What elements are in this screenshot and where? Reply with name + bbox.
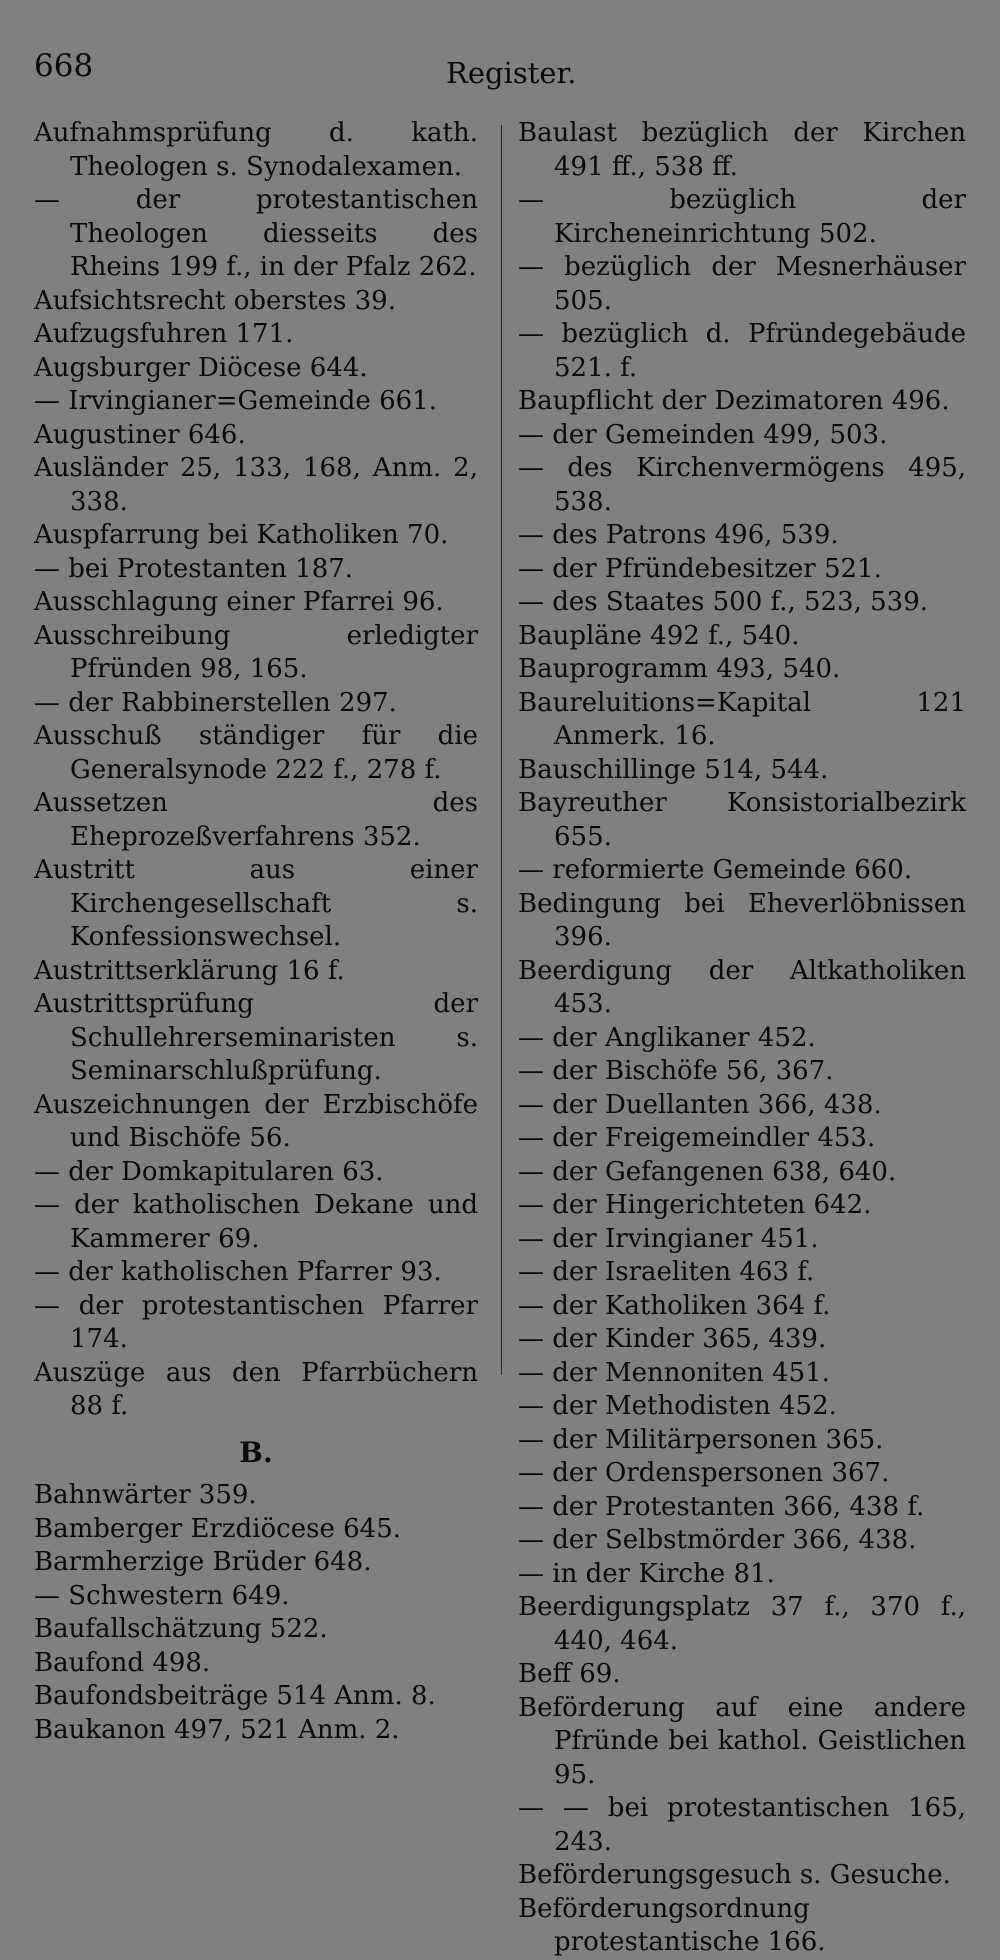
index-entry: — der Methodisten 452. xyxy=(518,1391,837,1421)
index-entry: — Irvingianer=Gemeinde 661. xyxy=(34,386,437,416)
index-entry: Beerdigung der Altkatholiken 453. xyxy=(518,955,966,1019)
index-entry: — der Israeliten 463 f. xyxy=(518,1257,815,1287)
left-column xyxy=(34,117,478,1747)
index-entry: Ausschreibung erledigter Pfründen 98, 165. xyxy=(34,620,478,684)
index-entry: — der Domkapitularen 63. xyxy=(34,1156,384,1187)
index-entry: — der Protestanten 366, 438 f. xyxy=(518,1491,925,1522)
index-entry: Baukanon 497, 521 Anm. 2. xyxy=(34,1714,400,1745)
index-entry: — bezüglich der Mesnerhäuser 505. xyxy=(518,252,966,316)
index-entry: Augustiner 646. xyxy=(34,419,246,450)
index-entry: — der Rabbinerstellen 297. xyxy=(34,687,397,718)
index-entry: Baupläne 492 f., 540. xyxy=(518,620,800,651)
index-entry: — der Freigemeindler 453. xyxy=(518,1123,876,1153)
index-entry: Beförderungsordnung protestantische 166. xyxy=(518,1893,826,1957)
index-entry: — der Pfründebesitzer 521. xyxy=(518,553,882,584)
index-entry: — der protestantischen Pfarrer 174. xyxy=(34,1290,478,1354)
index-entry: Ausschuß ständiger für die Generalsynode 222 f., 278 f. xyxy=(34,721,478,785)
index-entry: — reformierte Gemeinde 660. xyxy=(518,855,913,885)
index-entry: Austrittserklärung 16 f. xyxy=(34,955,345,986)
index-entry: Beerdigungsplatz 37 f., 370 f., 440, 464. xyxy=(518,1592,966,1656)
index-entry: Austritt aus einer Kirchengesellschaft s. Konfessionswechsel. xyxy=(34,855,478,952)
index-entry: — bezüglich d. Pfründegebäude 521. f. xyxy=(518,319,966,383)
index-entry: Aussetzen des Eheprozeßverfahrens 352. xyxy=(34,788,478,852)
index-entry: — der Militärpersonen 365. xyxy=(518,1424,884,1455)
running-head: Register. xyxy=(446,56,577,90)
index-entry: — der Gefangenen 638, 640. xyxy=(518,1156,897,1187)
index-entry: — der katholischen Pfarrer 93. xyxy=(34,1257,442,1287)
page-header xyxy=(34,48,970,98)
index-entry: — der Ordenspersonen 367. xyxy=(518,1458,890,1488)
entries-a-group xyxy=(34,117,478,1424)
index-entry: — bezüglich der Kircheneinrichtung 502. xyxy=(518,185,966,249)
index-entry: — Schwestern 649. xyxy=(34,1580,290,1611)
index-entry: — bei Protestanten 187. xyxy=(34,553,354,584)
index-entry: Austrittsprüfung der Schullehrerseminaristen s. Seminarschlußprüfung. xyxy=(34,989,478,1086)
page-number: 668 xyxy=(34,48,94,84)
index-entry: — des Patrons 496, 539. xyxy=(518,520,839,550)
index-entry: Ausländer 25, 133, 168, Anm. 2, 338. xyxy=(34,453,478,517)
index-entry: Barmherzige Brüder 648. xyxy=(34,1547,372,1577)
index-entry: Baufondsbeiträge 514 Anm. 8. xyxy=(34,1681,436,1711)
index-entry: — der katholischen Dekane und Kammerer 69. xyxy=(34,1190,478,1254)
index-entry: Bauschillinge 514, 544. xyxy=(518,754,829,785)
index-entry: Bahnwärter 359. xyxy=(34,1480,257,1510)
index-entry: Auszeichnungen der Erzbischöfe und Bischöfe 56. xyxy=(34,1089,478,1153)
index-entry: — des Staates 500 f., 523, 539. xyxy=(518,587,929,617)
entries-b-group xyxy=(34,1479,478,1747)
index-entry: — der Hingerichteten 642. xyxy=(518,1190,872,1220)
index-entry: Baufallschätzung 522. xyxy=(34,1614,328,1644)
index-entry: Bedingung bei Eheverlöbnissen 396. xyxy=(518,888,966,952)
right-column xyxy=(518,117,966,1960)
index-entry: Aufnahmsprüfung d. kath. Theologen s. Synodalexamen. xyxy=(34,118,478,182)
index-entry: Bayreuther Konsistorialbezirk 655. xyxy=(518,788,966,852)
index-entry: — der Katholiken 364 f. xyxy=(518,1290,831,1321)
index-entry: Ausschlagung einer Pfarrei 96. xyxy=(34,587,444,617)
index-entry: — der Duellanten 366, 438. xyxy=(518,1089,882,1120)
index-entry: — in der Kirche 81. xyxy=(518,1558,775,1589)
index-entry: Beförderungsgesuch s. Gesuche. xyxy=(518,1860,951,1890)
index-entry: Baulast bezüglich der Kirchen 491 ff., 538 ff. xyxy=(518,118,966,182)
index-entry: — der protestantischen Theologen diesseits des Rheins 199 f., in der Pfalz 262. xyxy=(34,185,478,282)
index-entry: Aufzugsfuhren 171. xyxy=(34,319,294,349)
index-entry: — der Gemeinden 499, 503. xyxy=(518,419,888,450)
index-entry: — der Irvingianer 451. xyxy=(518,1223,819,1254)
index-entry: — der Bischöfe 56, 367. xyxy=(518,1056,834,1086)
index-entry: — der Kinder 365, 439. xyxy=(518,1324,827,1354)
index-entry: Bamberger Erzdiöcese 645. xyxy=(34,1513,401,1544)
index-entry: Bauprogramm 493, 540. xyxy=(518,654,841,684)
column-divider xyxy=(501,125,502,1375)
index-entry: — der Anglikaner 452. xyxy=(518,1022,816,1053)
section-letter-heading: B. xyxy=(239,1435,273,1469)
entries-right-group xyxy=(518,117,966,1960)
index-entry: — der Mennoniten 451. xyxy=(518,1357,830,1388)
index-entry: Auszüge aus den Pfarrbüchern 88 f. xyxy=(34,1357,478,1421)
index-entry: Baufond 498. xyxy=(34,1647,211,1678)
index-entry: Augsburger Diöcese 644. xyxy=(34,352,368,383)
index-entry: Aufsichtsrecht oberstes 39. xyxy=(34,285,396,316)
index-entry: Baureluitions=Kapital 121 Anmerk. 16. xyxy=(518,687,966,751)
index-entry: Baupflicht der Dezimatoren 496. xyxy=(518,386,950,416)
index-entry: — des Kirchenvermögens 495, 538. xyxy=(518,453,966,517)
index-entry: — — bei protestantischen 165, 243. xyxy=(518,1793,966,1857)
index-entry: — der Selbstmörder 366, 438. xyxy=(518,1525,917,1555)
index-entry: Beff 69. xyxy=(518,1659,621,1689)
index-entry: Auspfarrung bei Katholiken 70. xyxy=(34,520,449,550)
index-entry: Beförderung auf eine andere Pfründe bei kathol. Geistlichen 95. xyxy=(518,1692,966,1790)
